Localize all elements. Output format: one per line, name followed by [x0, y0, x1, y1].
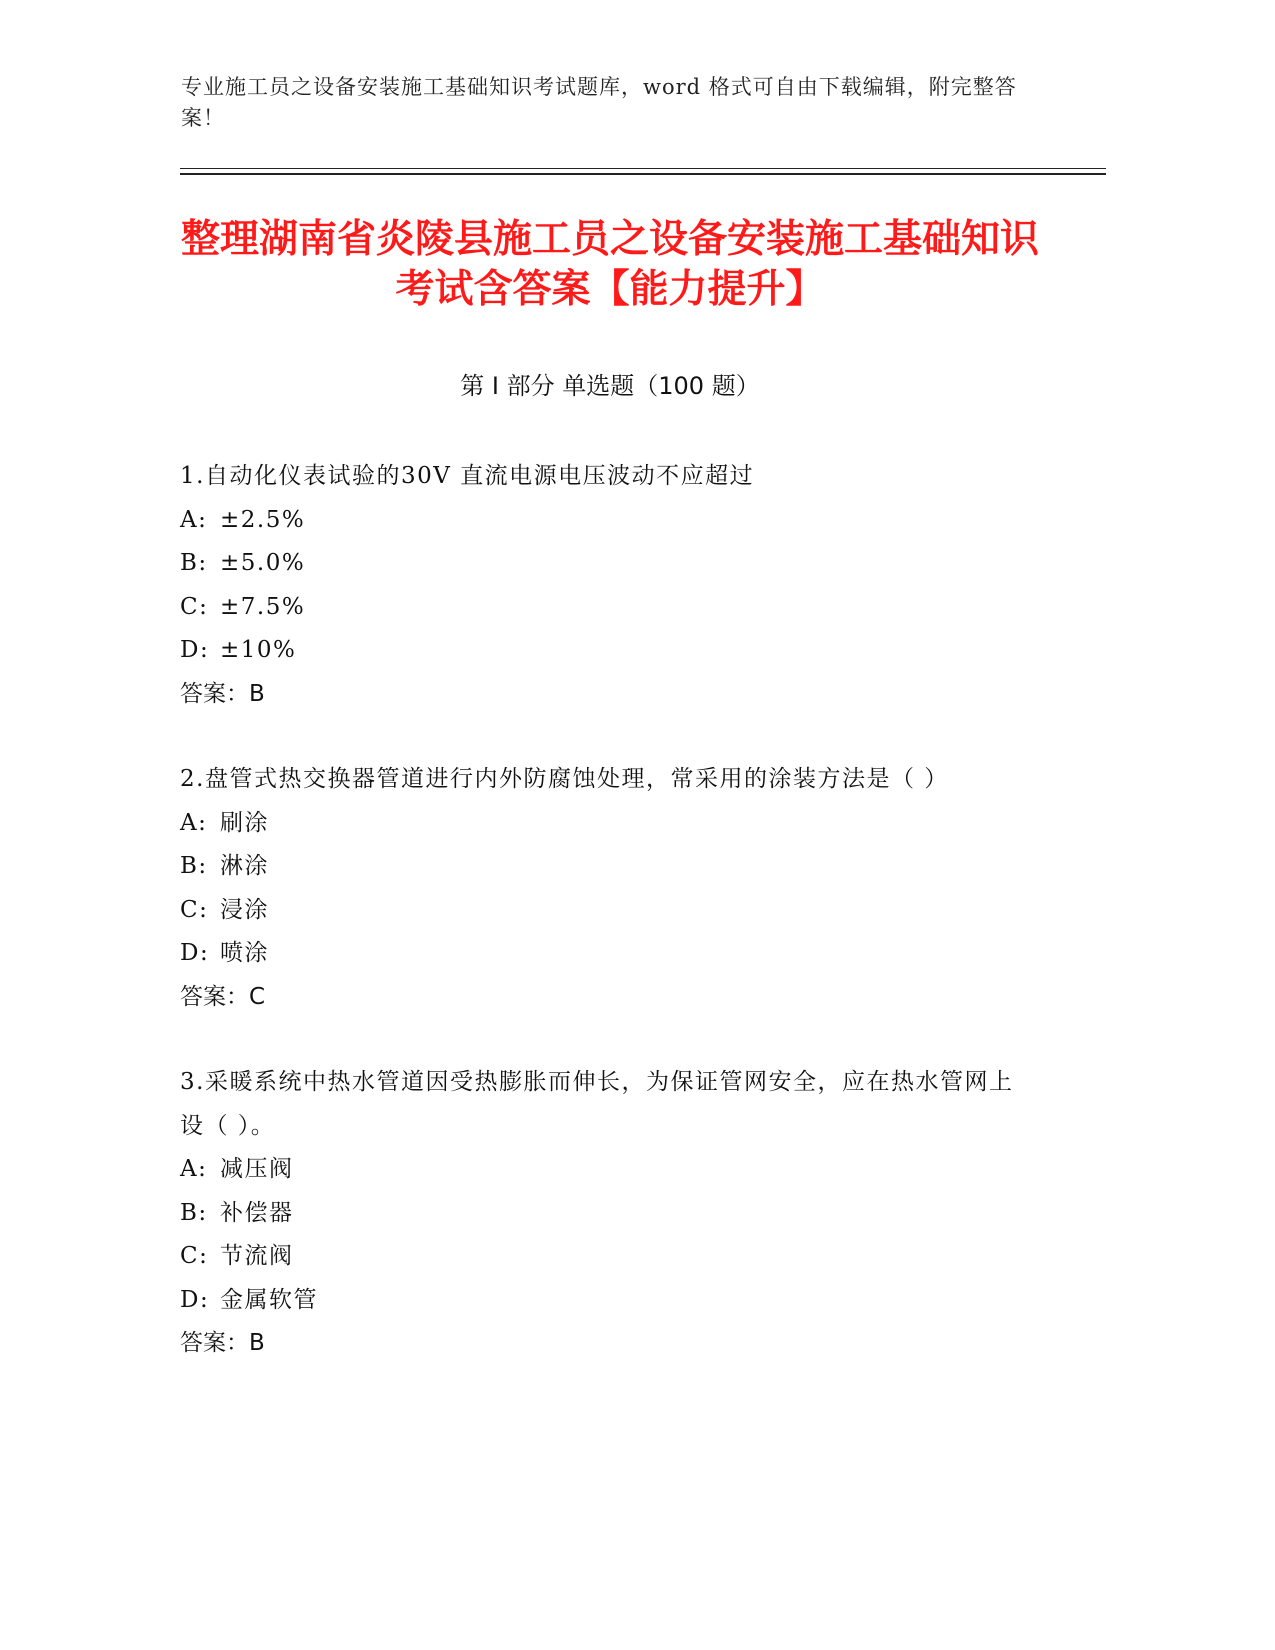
option-b: [180, 1192, 1020, 1236]
option-text: ±2.5%: [220, 506, 306, 533]
option-c: [180, 586, 1020, 630]
question-stem: 3.采暖系统中热水管道因受热膨胀而伸长，为保证管网安全，应在热水管网上设（ ）。: [180, 1069, 1014, 1139]
option-text: 减压阀: [220, 1156, 294, 1182]
answer-line: 答案：B: [180, 680, 265, 707]
answer-line: 答案：C: [180, 983, 266, 1010]
option-a: [180, 499, 1020, 543]
option-text: ±7.5%: [220, 593, 306, 620]
answer-line: 答案：B: [180, 1330, 265, 1356]
option-letter: A:: [180, 1156, 208, 1182]
option-d: [180, 629, 1020, 673]
question-2: [180, 758, 1020, 1019]
question-3: [180, 1061, 1020, 1366]
option-letter: B:: [180, 550, 208, 576]
option-letter: A:: [180, 809, 208, 836]
option-d: [180, 1279, 1020, 1323]
option-b: [180, 845, 1020, 889]
section-heading: 第 I 部分 单选题（100 题）: [460, 372, 760, 400]
option-text: 补偿器: [220, 1199, 294, 1226]
option-letter: A:: [180, 506, 208, 533]
option-a: [180, 802, 1020, 846]
option-letter: C:: [180, 593, 209, 620]
question-stem: 2.盘管式热交换器管道进行内外防腐蚀处理，常采用的涂装方法是（ ）: [180, 766, 949, 792]
option-text: ±10%: [220, 637, 297, 663]
option-letter: C:: [180, 1243, 209, 1269]
option-text: 金属软管: [220, 1286, 318, 1313]
option-c: [180, 889, 1020, 933]
option-letter: D:: [180, 940, 210, 966]
question-stem: 1.自动化仪表试验的30V 直流电源电压波动不应超过: [180, 463, 755, 489]
option-letter: B:: [180, 853, 208, 879]
option-text: 浸涂: [220, 896, 269, 923]
document-title: 整理湖南省炎陵县施工员之设备安装施工基础知识考试含答案【能力提升】: [180, 217, 1039, 312]
option-d: [180, 932, 1020, 976]
option-c: [180, 1235, 1020, 1279]
option-letter: B:: [180, 1199, 208, 1226]
option-letter: C:: [180, 896, 209, 923]
option-text: 喷涂: [220, 940, 269, 966]
question-list: [180, 455, 1020, 1408]
option-letter: D:: [180, 1286, 210, 1313]
question-1: [180, 455, 1020, 716]
option-a: [180, 1148, 1020, 1192]
header-divider-thin: [180, 168, 1106, 169]
header-divider-thick: [180, 173, 1106, 175]
header-note: 专业施工员之设备安装施工基础知识考试题库，word 格式可自由下载编辑，附完整答案！: [181, 75, 1017, 130]
option-text: 节流阀: [220, 1243, 294, 1269]
option-text: 淋涂: [220, 853, 269, 879]
option-text: ±5.0%: [220, 550, 306, 576]
option-letter: D:: [180, 637, 210, 663]
option-b: [180, 542, 1020, 586]
option-text: 刷涂: [220, 809, 269, 836]
